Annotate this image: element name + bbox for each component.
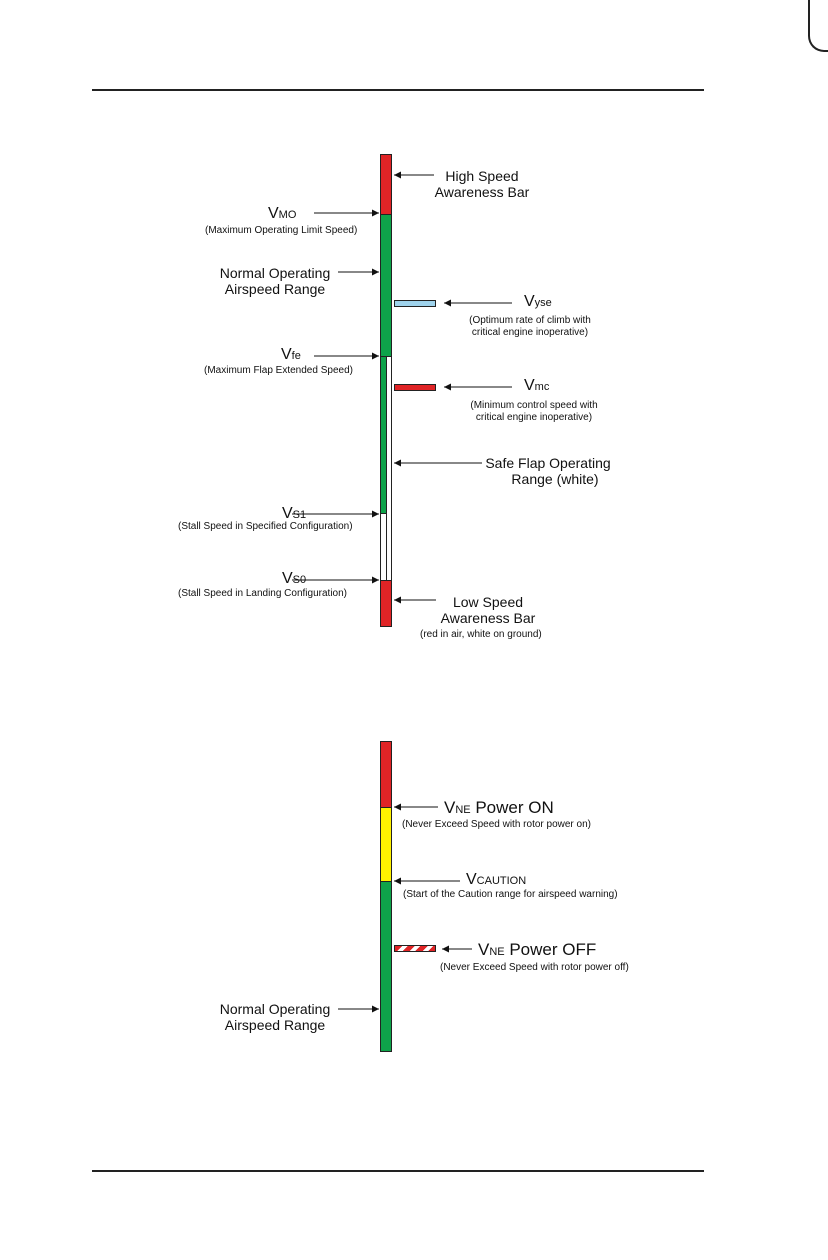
vmc-description: (Minimum control speed with critical engine inoperative) (470, 400, 598, 423)
vs0-description: (Stall Speed in Landing Configuration) (178, 588, 347, 599)
vne-power-on-label: VNE Power ON (444, 798, 554, 817)
vyse-description: (Optimum rate of climb with critical engine inoperative) (469, 315, 591, 338)
safe-flap-range-label: Safe Flap Operating Range (white) (485, 455, 611, 487)
vmo-description: (Maximum Operating Limit Speed) (205, 225, 358, 236)
vne-power-on-description: (Never Exceed Speed with rotor power on) (402, 819, 591, 830)
vcaution-label: VCAUTION (466, 871, 527, 888)
normal-operating-range-label: Normal Operating Airspeed Range (219, 265, 331, 297)
vyse-symbol: Vyse (524, 293, 552, 310)
vs1-symbol: VS1 (282, 505, 307, 522)
low-speed-bar-note: (red in air, white on ground) (420, 629, 542, 640)
high-speed-bar-label: High Speed Awareness Bar (434, 168, 530, 200)
vfe-description: (Maximum Flap Extended Speed) (204, 365, 353, 376)
vne-power-off-description: (Never Exceed Speed with rotor power off) (440, 962, 629, 973)
low-speed-bar-label: Low Speed Awareness Bar (440, 594, 536, 626)
vfe-symbol: Vfe (281, 346, 301, 363)
vne-power-off-label: VNE Power OFF (478, 940, 597, 959)
rotor-normal-operating-range-label: Normal Operating Airspeed Range (219, 1001, 331, 1033)
vmc-symbol: Vmc (524, 377, 550, 394)
vs1-description: (Stall Speed in Specified Configuration) (178, 521, 353, 532)
vs0-symbol: VS0 (282, 570, 307, 587)
vcaution-description: (Start of the Caution range for airspeed warning) (403, 889, 618, 900)
vmo-symbol: VMO (268, 205, 297, 222)
